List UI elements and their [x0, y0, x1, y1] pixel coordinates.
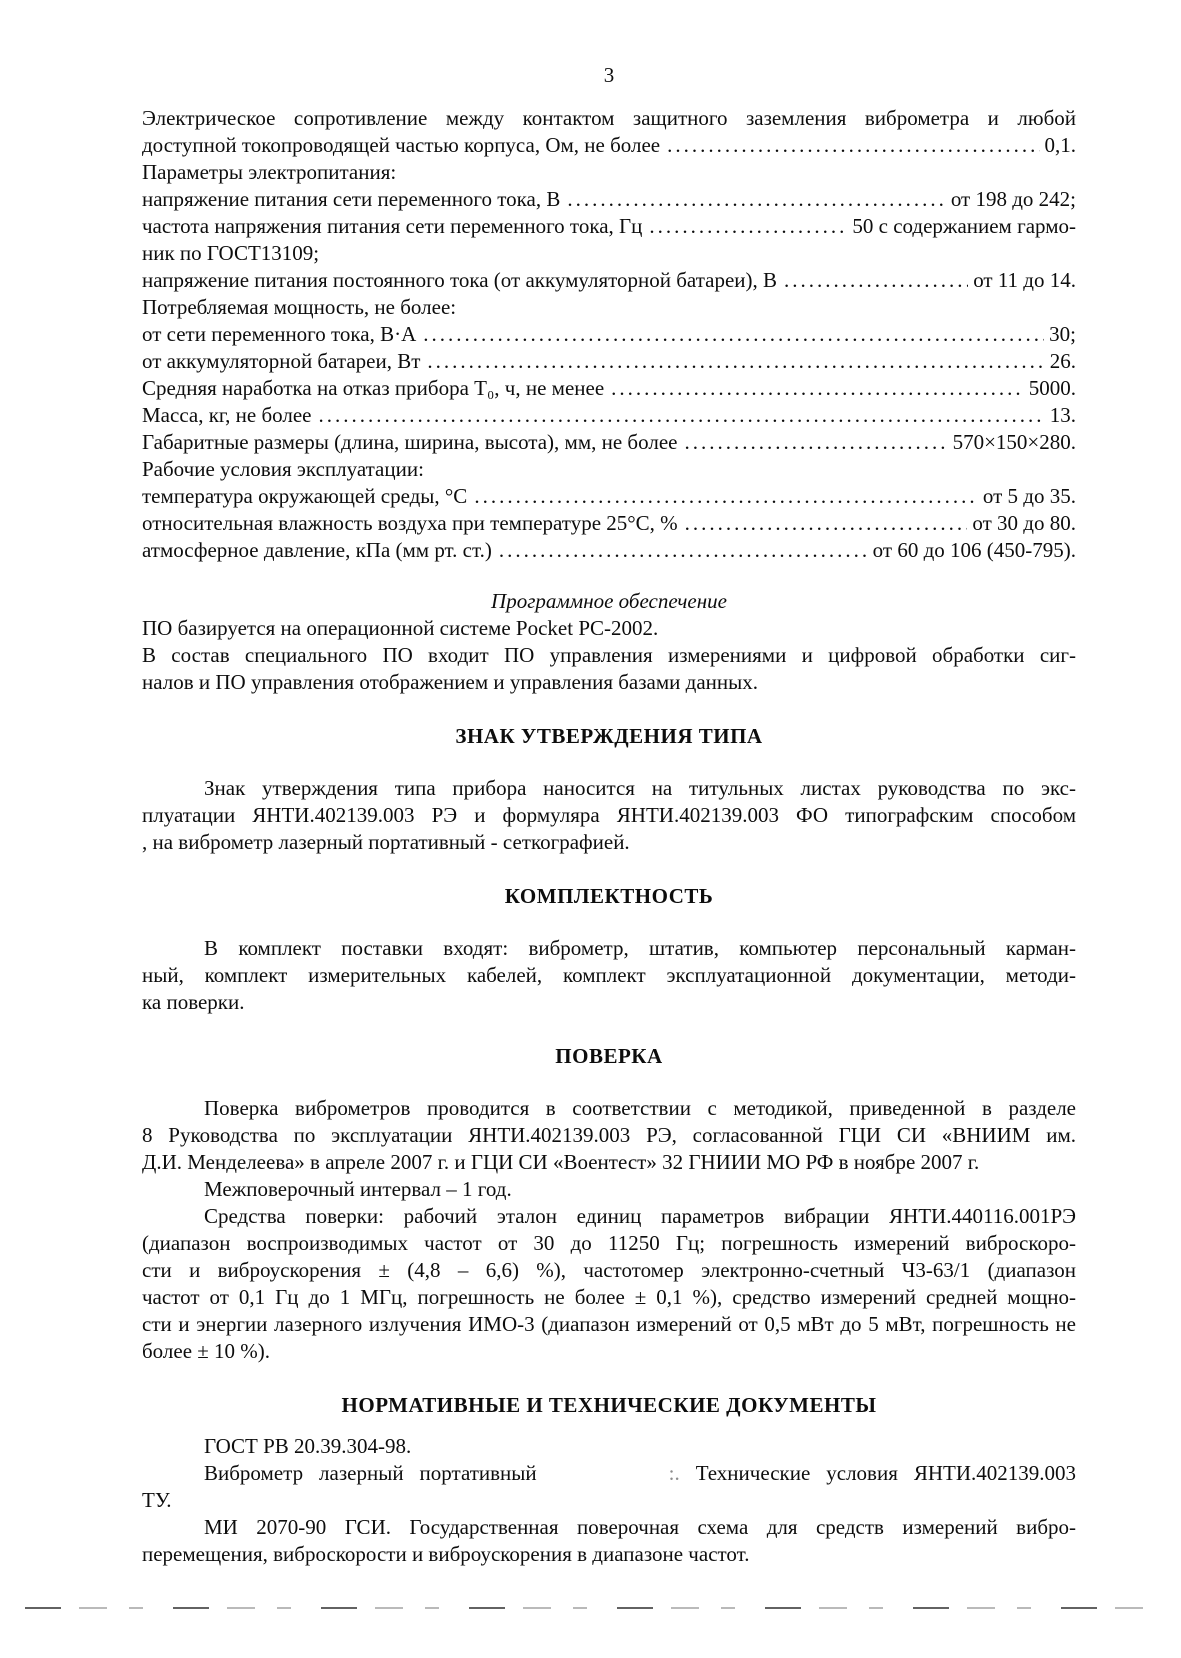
paragraph-line: частот от 0,1 Гц до 1 МГц, погрешность не более ± 0,1 %), средство измерений средней мощно-	[142, 1285, 1076, 1309]
paragraph-line: Средства поверки: рабочий эталон единиц параметров вибрации ЯНТИ.440116.001РЭ	[204, 1204, 1076, 1228]
paragraph-line: ПО базируется на операционной системе Pocket PC-2002.	[142, 616, 659, 640]
dot-leader	[684, 429, 947, 456]
section-heading: КОМПЛЕКТНОСТЬ	[504, 884, 714, 908]
paragraph-line: Межповерочный интервал – 1 год.	[204, 1177, 512, 1201]
spec-leader-line	[142, 186, 1076, 213]
spec-leader-line	[142, 483, 1076, 510]
spec-value: 26.	[1049, 349, 1076, 373]
dot-leader	[423, 321, 1044, 348]
spec-label: Габаритные размеры (длина, ширина, высота), мм, не более	[142, 430, 678, 454]
spec-leader-line	[142, 321, 1076, 348]
spec-value: 13.	[1049, 403, 1076, 427]
paragraph-line: перемещения, виброскорости и виброускорения в диапазоне частот.	[142, 1542, 750, 1566]
paragraph-line: (диапазон воспроизводимых частот от 30 до 11250 Гц; погрешность измерений виброскоро-	[142, 1231, 1076, 1255]
spec-label: частота напряжения питания сети переменного тока, Гц	[142, 214, 643, 238]
dot-leader	[499, 537, 868, 564]
verification-section	[142, 1043, 1076, 1365]
paragraph-line: 8 Руководства по эксплуатации ЯНТИ.402139.003 РЭ, согласованной ГЦИ СИ «ВНИИМ им.	[142, 1123, 1076, 1147]
paragraph-line: более ± 10 %).	[142, 1339, 271, 1363]
paragraph-line: Знак утверждения типа прибора наносится на титульных листах руководства по экс-	[204, 776, 1076, 800]
dot-leader	[611, 375, 1024, 402]
software-section	[142, 588, 1076, 696]
dot-leader	[649, 213, 847, 240]
spec-label: Средняя наработка на отказ прибора Т₀, ч, не менее	[142, 376, 605, 400]
spec-label: от сети переменного тока, В·А	[142, 322, 417, 346]
spec-leader-line	[142, 267, 1076, 294]
spec-leader-line	[142, 402, 1076, 429]
spec-value: 50 с содержанием гармо-	[852, 214, 1076, 238]
spec-value: 30;	[1049, 322, 1076, 346]
paragraph-line: В состав специального ПО входит ПО управления измерениями и цифровой обработки сиг-	[142, 643, 1076, 667]
spec-leader-line	[142, 510, 1076, 537]
dot-leader	[567, 186, 945, 213]
paragraph-line: сти и виброускорения ± (4,8 – 6,6) %), частотомер электронно-счетный Ч3-63/1 (диапазон	[142, 1258, 1076, 1282]
specs-section	[142, 105, 1076, 564]
dot-leader	[319, 402, 1045, 429]
paragraph-line: сти и энергии лазерного излучения ИМО-3 (диапазон измерений от 0,5 мВт до 5 мВт, погрешность не	[142, 1312, 1076, 1336]
spec-text-line: Параметры электропитания:	[142, 160, 397, 184]
spec-value: от 5 до 35.	[982, 484, 1076, 508]
paragraph-line: МИ 2070-90 ГСИ. Государственная поверочная схема для средств измерений вибро-	[204, 1515, 1076, 1539]
spec-value: от 30 до 80.	[972, 511, 1076, 535]
section-heading: ПОВЕРКА	[555, 1044, 663, 1068]
software-heading: Программное обеспечение	[491, 589, 727, 613]
dot-leader	[685, 510, 968, 537]
paragraph-line: ГОСТ РВ 20.39.304-98.	[204, 1434, 412, 1458]
spec-leader-line	[142, 132, 1076, 159]
vibrometer-tu-line	[142, 1460, 1076, 1487]
spec-label: температура окружающей среды, °С	[142, 484, 468, 508]
type-approval-section	[142, 723, 1076, 856]
spec-label: напряжение питания постоянного тока (от аккумуляторной батареи), В	[142, 268, 778, 292]
paragraph-line: ка поверки.	[142, 990, 245, 1014]
document-content	[142, 62, 1076, 1568]
spec-value: 0,1.	[1044, 133, 1076, 157]
spec-leader-line	[142, 429, 1076, 456]
spec-label: доступной токопроводящей частью корпуса, Ом, не более	[142, 133, 661, 157]
vibrometer-line-part2: Технические условия ЯНТИ.402139.003	[695, 1461, 1077, 1485]
spec-leader-line	[142, 375, 1076, 402]
section-heading: НОРМАТИВНЫЕ И ТЕХНИЧЕСКИЕ ДОКУМЕНТЫ	[341, 1393, 877, 1417]
paragraph-line: налов и ПО управления отображением и управления базами данных.	[142, 670, 758, 694]
spec-label: от аккумуляторной батареи, Вт	[142, 349, 421, 373]
spec-label: Масса, кг, не более	[142, 403, 312, 427]
dot-leader	[427, 348, 1044, 375]
spec-value: 5000.	[1028, 376, 1076, 400]
normative-section	[142, 1392, 1076, 1568]
paragraph-line: , на виброметр лазерный портативный - сеткографией.	[142, 830, 630, 854]
vibrometer-line-part1: Виброметр лазерный портативный	[204, 1461, 537, 1485]
page-number: 3	[603, 63, 615, 87]
spec-text-line: Потребляемая мощность, не более:	[142, 295, 457, 319]
dot-leader	[474, 483, 978, 510]
spec-text-line: Электрическое сопротивление между контактом защитного заземления виброметра и любой	[142, 106, 1076, 130]
spec-value: от 60 до 106 (450-795).	[872, 538, 1076, 562]
spec-text-line: Рабочие условия эксплуатации:	[142, 457, 424, 481]
spec-label: атмосферное давление, кПа (мм рт. ст.)	[142, 538, 492, 562]
spec-text-line: ник по ГОСТ13109;	[142, 241, 320, 265]
bottom-scan-artifact-line	[25, 1606, 1155, 1609]
paragraph-line: ный, комплект измерительных кабелей, комплект эксплуатационной документации, методи-	[142, 963, 1076, 987]
completeness-section	[142, 883, 1076, 1016]
section-heading: ЗНАК УТВЕРЖДЕНИЯ ТИПА	[455, 724, 763, 748]
spec-leader-line	[142, 348, 1076, 375]
dot-leader	[784, 267, 968, 294]
spec-leader-line	[142, 537, 1076, 564]
spec-value: от 11 до 14.	[973, 268, 1076, 292]
spec-value: 570×150×280.	[952, 430, 1076, 454]
paragraph-line: плуатации ЯНТИ.402139.003 РЭ и формуляра ЯНТИ.402139.003 ФО типографским способом	[142, 803, 1076, 827]
spec-leader-line	[142, 213, 1076, 240]
paragraph-line: Поверка виброметров проводится в соответствии с методикой, приведенной в разделе	[204, 1096, 1076, 1120]
paragraph-line: ТУ.	[142, 1488, 172, 1512]
spec-label: относительная влажность воздуха при температуре 25°С, %	[142, 511, 678, 535]
spec-value: от 198 до 242;	[950, 187, 1076, 211]
paragraph-line: Д.И. Менделеева» в апреле 2007 г. и ГЦИ СИ «Воентест» 32 ГНИИИ МО РФ в ноябре 2007 г.	[142, 1150, 980, 1174]
spec-label: напряжение питания сети переменного тока, В	[142, 187, 561, 211]
paragraph-line: В комплект поставки входят: виброметр, штатив, компьютер персональный карман-	[204, 936, 1076, 960]
erasure-mark: :.	[668, 1461, 680, 1485]
dot-leader	[667, 132, 1039, 159]
